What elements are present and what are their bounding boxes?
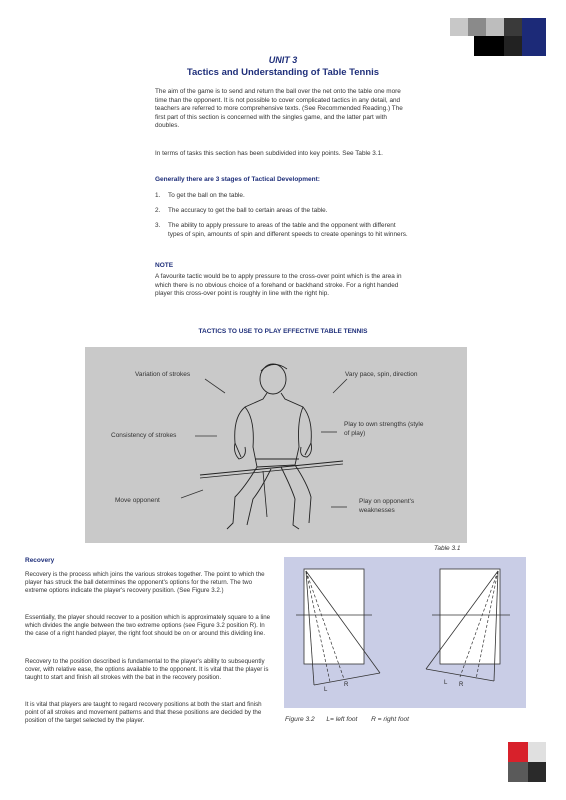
right-foot-label-left: R (344, 682, 349, 688)
intro-paragraph-2: In terms of tasks this section has been subdivided into key points. See Table 3.1. (155, 150, 383, 157)
recovery-diagram (284, 557, 526, 708)
label-move-opponent: Move opponent (115, 497, 160, 504)
stage-number: 1. (155, 192, 161, 199)
left-foot-label-left: L (324, 687, 328, 693)
note-heading: NOTE (155, 262, 174, 269)
figure-3-2-caption (285, 716, 409, 723)
stage-text: To get the ball on the table. (168, 192, 245, 199)
intro-paragraph-1: The aim of the game is to send and return the ball over the net onto the table one more time than the opponent. It is not possible to cover complicated tactics in any detail, and teachers are referred to more comprehensive texts. (See Recommended Reading.) The first part of this section is concerned with the singles game, and the latter part with doubles. (155, 88, 403, 130)
figure-heading: TACTICS TO USE TO PLAY EFFECTIVE TABLE TENNIS (198, 328, 368, 335)
note-text: A favourite tactic would be to apply pressure to the cross-over point which is the area in which there is no obvious choice of a forehand or backhand stroke. For a right handed player this cross-over point is roughly in line with the right hip. (155, 273, 402, 298)
recovery-paragraph-1: Recovery is the process which joins the various strokes together. The point to which the player has struck the ball determines the opponent's options for the return. The two extreme options indicate the player's recovery position. (See Figure 3.2.) (25, 571, 265, 595)
caption-left-foot: L= left foot (326, 716, 358, 723)
recovery-paragraph-4: It is vital that players are taught to regard recovery positions at both the start and finish point of all strokes and movement patterns and that these positions are decided by the position of the target selected by the player. (25, 701, 262, 725)
recovery-paragraph-2: Essentially, the player should recover to a position which is approximately square to a line which divides the angle between the two extreme options (see Figure 3.2 position R). In the case of a right handed player, the right foot should be on or around this dividing line. (25, 614, 271, 638)
decorative-color-blocks-bottom (508, 742, 548, 782)
decorative-color-blocks-top (430, 0, 566, 58)
figure-caption: Table 3.1 (434, 545, 461, 552)
tactics-figure (85, 347, 467, 543)
label-own-strengths: Play to own strengths (style of play) (344, 421, 424, 437)
label-variation-of-strokes: Variation of strokes (135, 371, 191, 378)
caption-figure-number: Figure 3.2 (285, 716, 315, 723)
stages-subheading: Generally there are 3 stages of Tactical Development: (155, 176, 320, 183)
label-vary-pace: Vary pace, spin, direction (345, 371, 418, 378)
stage-number: 2. (155, 207, 161, 214)
caption-right-foot: R = right foot (371, 716, 409, 723)
right-foot-label-right: R (459, 682, 464, 688)
page-title: Tactics and Understanding of Table Tennis (186, 67, 380, 78)
recovery-paragraph-3: Recovery to the position described is fundamental to the player's ability to subsequently cover, with relative ease, the options available to the opponent. It is vital that the player is taught to start and finish all strokes with the bat in the recovery position. (25, 658, 269, 682)
label-opponent-weaknesses: Play on opponent's weaknesses (359, 498, 415, 514)
unit-label: UNIT 3 (268, 55, 298, 65)
stage-text: The ability to apply pressure to areas of the table and the opponent with different types of spin, amounts of spin and different speeds to create openings to hit winners. (168, 222, 408, 238)
recovery-heading: Recovery (25, 557, 55, 564)
stage-text: The accuracy to get the ball to certain areas of the table. (168, 207, 328, 214)
label-consistency: Consistency of strokes (111, 432, 177, 439)
left-foot-label-right: L (444, 680, 448, 686)
stage-number: 3. (155, 222, 161, 229)
recovery-figure (284, 557, 526, 708)
